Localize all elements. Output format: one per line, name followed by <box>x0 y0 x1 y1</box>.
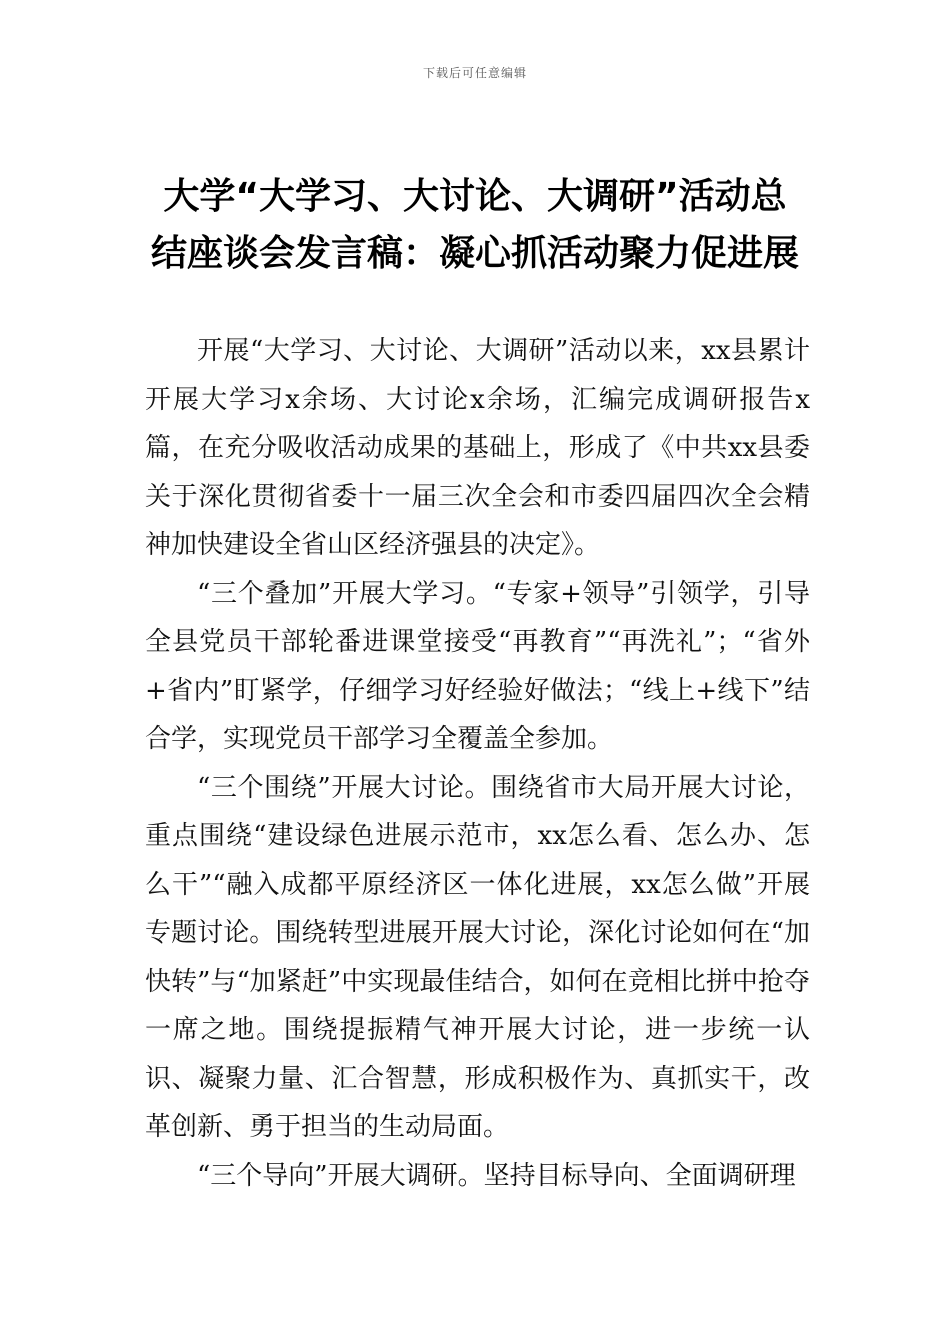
title-line-2: 结座谈会发言稿：凝心抓活动聚力促进展 <box>150 233 799 274</box>
paragraph-discussion: “三个围绕”开展大讨论。围绕省市大局开展大讨论，重点围绕“建设绿色进展示范市，xx怎么看、怎么办、怎么干”“融入成都平原经济区一体化进展，xx怎么做”开展专题讨论。围绕转型进展开展大讨论，深化讨论如何在“加快转”与“加紧赶”中实现最佳结合，如何在竞相比拼中抢夺一席之地。围绕提振精气神开展大讨论，进一步统一认识、凝聚力量、汇合智慧，形成积极作为、真抓实干，改革创新、勇于担当的生动局面。 <box>145 772 810 1142</box>
title-line-1: 大学“大学习、大讨论、大调研”活动总 <box>163 176 787 217</box>
paragraph-research: “三个导向”开展大调研。坚持目标导向、全面调研理 <box>197 1160 796 1191</box>
document-body <box>145 327 810 1200</box>
document-title <box>140 168 810 282</box>
page-header: 下载后可任意编辑 <box>422 66 527 80</box>
paragraph-study: “三个叠加”开展大学习。“专家+领导”引领学，引导全县党员干部轮番进课堂接受“再教育”“再洗礼”；“省外+省内”盯紧学，仔细学习好经验好做法；“线上+线下”结合学，实现党员干部学习全覆盖全参加。 <box>145 578 810 754</box>
paragraph-intro: 开展“大学习、大讨论、大调研”活动以来，xx县累计开展大学习x余场、大讨论x余场，汇编完成调研报告x篇，在充分吸收活动成果的基础上，形成了《中共xx县委关于深化贯彻省委十一届三次全会和市委四届四次全会精神加快建设全省山区经济强县的决定》。 <box>145 336 810 560</box>
